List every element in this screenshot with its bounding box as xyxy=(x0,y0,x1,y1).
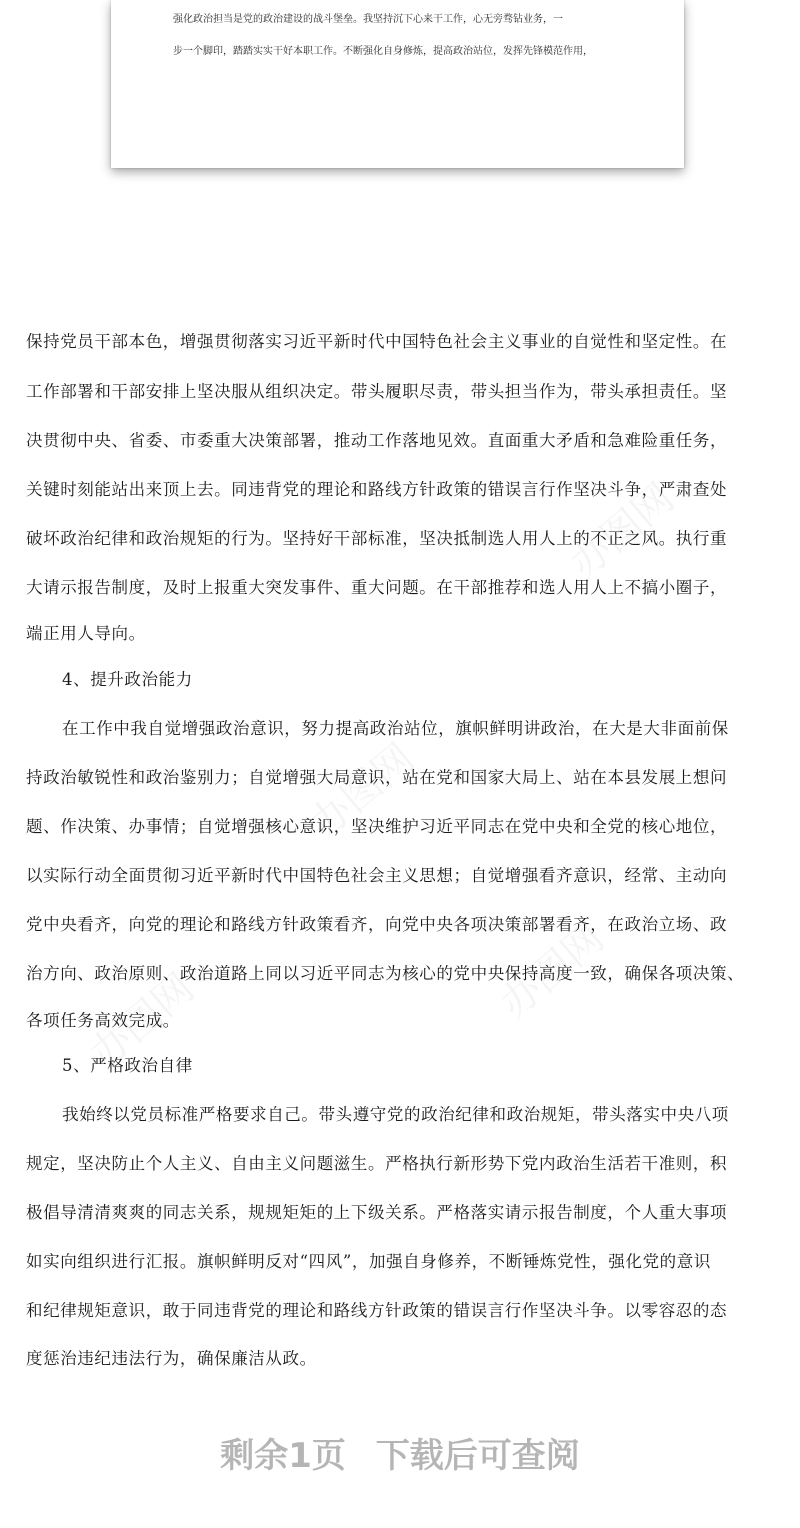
paragraph-line: 端正用人导向。 xyxy=(26,624,146,643)
paragraph-line: 极倡导清清爽爽的同志关系，规规矩矩的上下级关系。严格落实请示报告制度，个人重大事项 xyxy=(26,1203,728,1222)
paragraph-line: 在工作中我自觉增强政治意识，努力提高政治站位，旗帜鲜明讲政治，在大是大非面前保 xyxy=(62,719,729,738)
section-4-heading: 4、提升政治能力 xyxy=(62,670,193,689)
paragraph-line: 度惩治违纪违法行为，确保廉洁从政。 xyxy=(26,1349,317,1368)
remaining-pages-banner[interactable] xyxy=(0,1428,800,1477)
remaining-pages-text: 剩余1页 xyxy=(220,1436,346,1476)
paragraph-line: 工作部署和干部安排上坚决服从组织决定。带头履职尽责，带头担当作为，带头承担责任。坚 xyxy=(26,382,728,401)
paragraph-line: 我始终以党员标准严格要求自己。带头遵守党的政治纪律和政治规矩，带头落实中央八项 xyxy=(62,1105,729,1124)
preview-line-1: 强化政治担当是党的政治建设的战斗堡垒。我坚持沉下心来干工作，心无旁骛钻业务，一 xyxy=(173,14,563,25)
paragraph-line: 题、作决策、办事情；自觉增强核心意识，坚决维护习近平同志在党中央和全党的核心地位， xyxy=(26,817,728,836)
paragraph-line: 保持党员干部本色，增强贯彻落实习近平新时代中国特色社会主义事业的自觉性和坚定性。在 xyxy=(26,332,728,351)
paragraph-line: 破坏政治纪律和政治规矩的行为。坚持好干部标准，坚决抵制选人用人上的不正之风。执行重 xyxy=(26,529,728,548)
preview-line-2: 步一个脚印，踏踏实实干好本职工作。不断强化自身修炼，提高政治站位，发挥先锋模范作用， xyxy=(173,46,593,57)
paragraph-line: 和纪律规矩意识，敢于同违背党的理论和路线方针政策的错误言行作坚决斗争。以零容忍的态 xyxy=(26,1301,728,1320)
paragraph-line: 以实际行动全面贯彻习近平新时代中国特色社会主义思想；自觉增强看齐意识，经常、主动向 xyxy=(26,866,728,885)
paragraph-line: 决贯彻中央、省委、市委重大决策部署，推动工作落地见效。直面重大矛盾和急难险重任务， xyxy=(26,431,728,450)
paragraph-line: 关键时刻能站出来顶上去。同违背党的理论和路线方针政策的错误言行作坚决斗争，严肃查处 xyxy=(26,480,728,499)
download-to-view-text: 下载后可查阅 xyxy=(375,1436,580,1476)
paragraph-line: 持政治敏锐性和政治鉴别力；自觉增强大局意识，站在党和国家大局上、站在本县发展上想问 xyxy=(26,768,728,787)
paragraph-line: 治方向、政治原则、政治道路上同以习近平同志为核心的党中央保持高度一致，确保各项决策、 xyxy=(26,964,745,983)
paragraph-line: 党中央看齐，向党的理论和路线方针政策看齐，向党中央各项决策部署看齐，在政治立场、政 xyxy=(26,915,728,934)
preview-page-card xyxy=(111,0,684,168)
paragraph-line: 大请示报告制度，及时上报重大突发事件、重大问题。在干部推荐和选人用人上不搞小圈子， xyxy=(26,578,728,597)
paragraph-line: 规定，坚决防止个人主义、自由主义问题滋生。严格执行新形势下党内政治生活若干准则，积 xyxy=(26,1154,728,1173)
section-5-heading: 5、严格政治自律 xyxy=(62,1056,193,1075)
paragraph-line: 如实向组织进行汇报。旗帜鲜明反对“四风”，加强自身修养，不断锤炼党性，强化党的意识 xyxy=(26,1252,711,1271)
paragraph-line: 各项任务高效完成。 xyxy=(26,1011,180,1030)
